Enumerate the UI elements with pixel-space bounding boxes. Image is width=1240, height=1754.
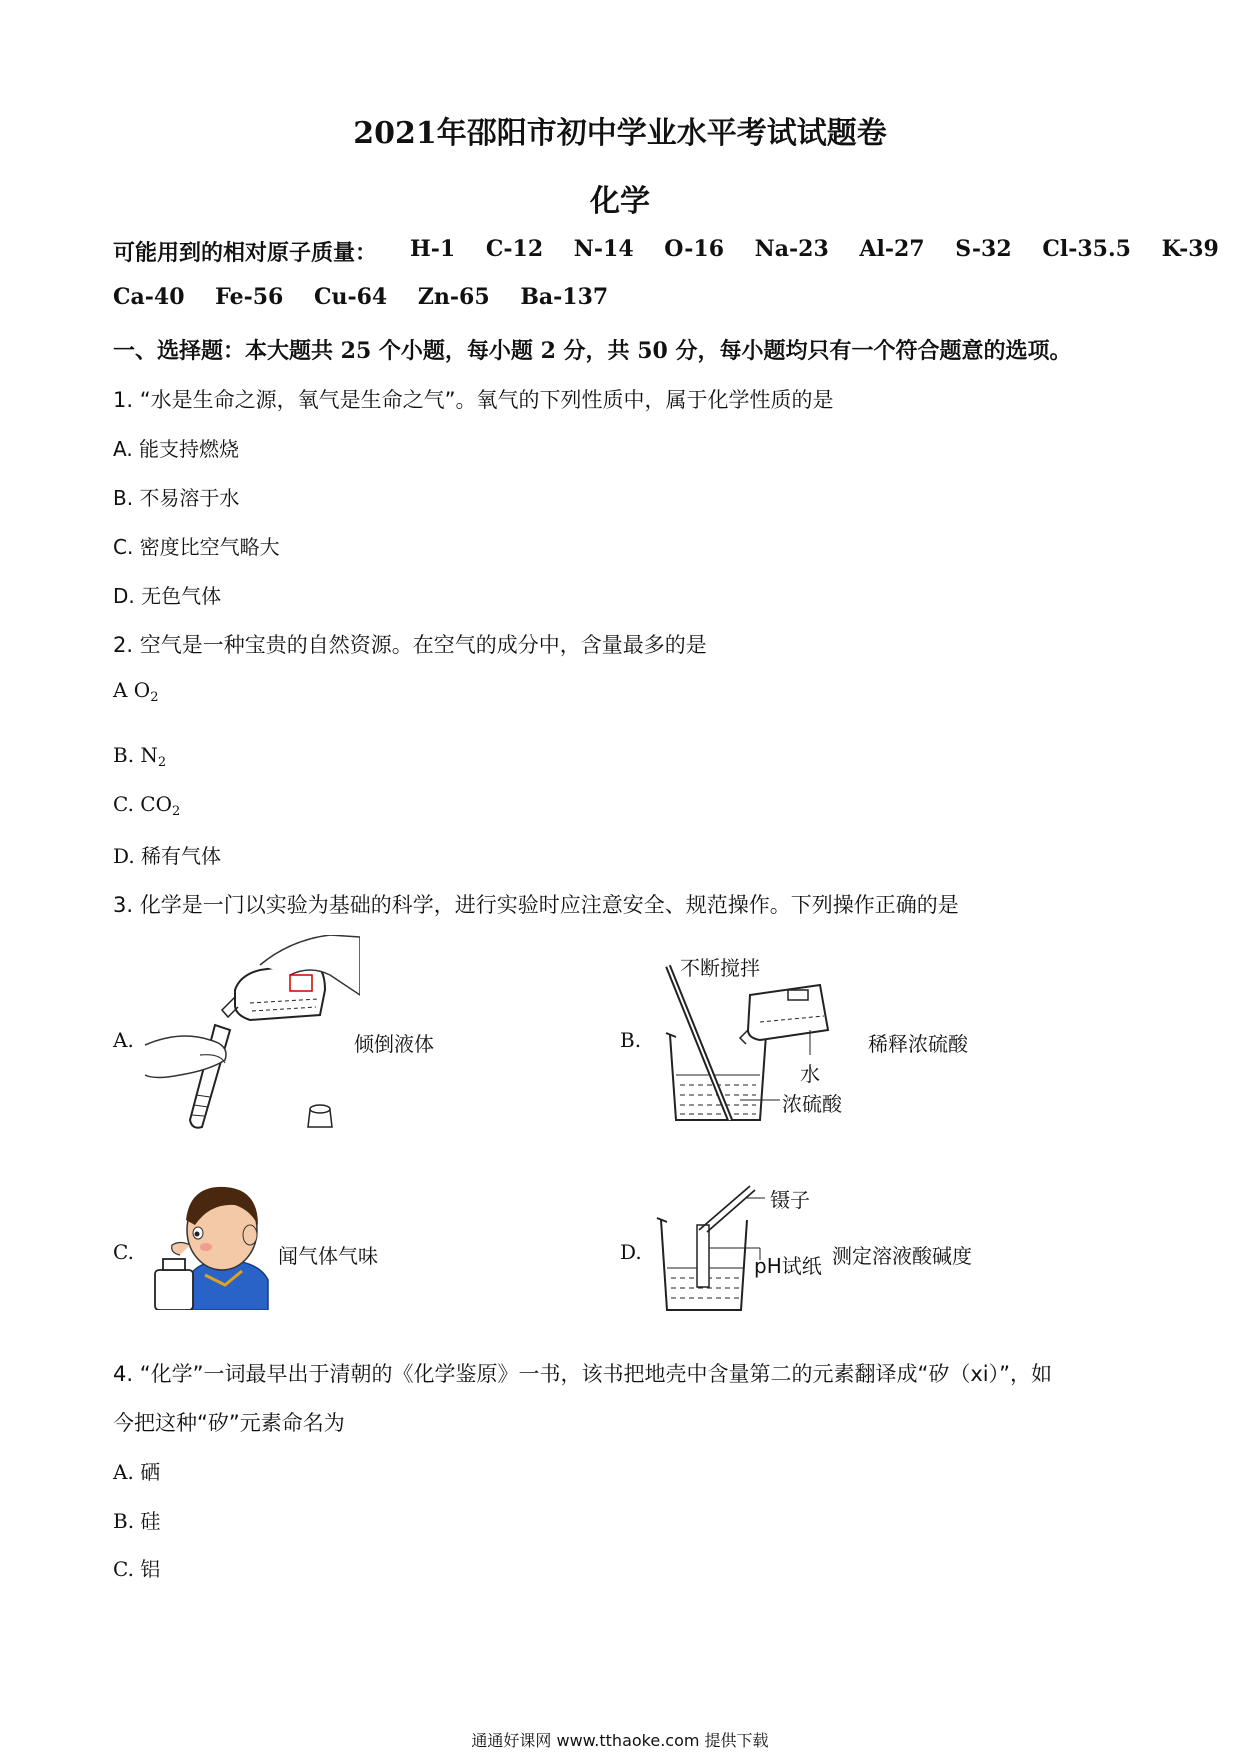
q3-c-letter: C. bbox=[113, 1240, 134, 1264]
q3-b-letter: B. bbox=[620, 1028, 642, 1052]
q3-b-acid-label: 浓硫酸 bbox=[782, 1092, 842, 1116]
atomic-mass: S-32 bbox=[955, 236, 1012, 262]
q1-option-c: C. 密度比空气略大 bbox=[113, 535, 280, 559]
question-4-stem-line1: 4. “化学”一词最早出于清朝的《化学鉴原》一书，该书把地壳中含量第二的元素翻译成“矽（xi）”，如 bbox=[113, 1362, 1052, 1386]
question-3-stem: 3. 化学是一门以实验为基础的科学，进行实验时应注意安全、规范操作。下列操作正确的是 bbox=[113, 893, 959, 917]
q3-b-stir-label: 不断搅拌 bbox=[680, 956, 760, 980]
q3-d-letter: D. bbox=[620, 1240, 642, 1264]
atomic-mass: N-14 bbox=[573, 236, 634, 262]
atomic-mass: H-1 bbox=[410, 236, 456, 262]
q2-option-d: D. 稀有气体 bbox=[113, 844, 222, 868]
atomic-mass: Ca-40 bbox=[113, 284, 185, 310]
q3-c-label: 闻气体气味 bbox=[278, 1244, 378, 1268]
q1-option-a: A. 能支持燃烧 bbox=[113, 437, 240, 461]
atomic-mass: O-16 bbox=[664, 236, 724, 262]
question-4-stem-line2: 今把这种“矽”元素命名为 bbox=[113, 1411, 345, 1435]
q3-d-label: 测定溶液酸碱度 bbox=[832, 1244, 972, 1268]
atomic-mass: Cu-64 bbox=[313, 284, 388, 310]
atomic-mass-line2 bbox=[113, 284, 608, 310]
q3-a-label: 倾倒液体 bbox=[354, 1032, 434, 1056]
atomic-mass: Al-27 bbox=[859, 236, 925, 262]
atomic-mass: Zn-65 bbox=[417, 284, 490, 310]
q4-option-c: C. 铝 bbox=[113, 1557, 161, 1581]
page-title: 2021年邵阳市初中学业水平考试试题卷 bbox=[353, 116, 887, 151]
section-heading: 一、选择题：本大题共 25 个小题，每小题 2 分，共 50 分，每小题均只有一个符合题意的选项。 bbox=[113, 338, 1072, 364]
atomic-mass-line1 bbox=[410, 236, 1219, 262]
atomic-mass: Fe-56 bbox=[215, 284, 284, 310]
q4-option-a: A. 硒 bbox=[113, 1460, 161, 1484]
q3-b-water-label: 水 bbox=[800, 1062, 820, 1086]
q3-b-label: 稀释浓硫酸 bbox=[868, 1032, 968, 1056]
q3-a-letter: A. bbox=[113, 1028, 134, 1052]
page-footer: 通通好课网 www.tthaoke.com 提供下载 bbox=[471, 1731, 769, 1750]
q2-option-c: C. $CO_2$ bbox=[113, 792, 181, 819]
q3-d-tweezers-label: 镊子 bbox=[770, 1188, 810, 1212]
dilute-acid-figure bbox=[660, 960, 880, 1130]
q2-option-a: A $O_2$ bbox=[113, 678, 159, 705]
q4-option-b: B. 硅 bbox=[113, 1509, 161, 1533]
atomic-mass: Ba-137 bbox=[520, 284, 609, 310]
q1-option-d: D. 无色气体 bbox=[113, 584, 222, 608]
pouring-liquid-figure bbox=[140, 935, 360, 1135]
atomic-mass: K-39 bbox=[1161, 236, 1219, 262]
atomic-mass: Cl-35.5 bbox=[1042, 236, 1131, 262]
smelling-gas-figure bbox=[150, 1175, 270, 1310]
atomic-mass-label: 可能用到的相对原子质量： bbox=[113, 240, 378, 266]
subject-title: 化学 bbox=[590, 184, 650, 219]
question-1-stem: 1. “水是生命之源，氧气是生命之气”。氧气的下列性质中，属于化学性质的是 bbox=[113, 388, 834, 412]
atomic-mass: C-12 bbox=[485, 236, 544, 262]
q3-d-paper-label: pH试纸 bbox=[754, 1254, 822, 1278]
q1-option-b: B. 不易溶于水 bbox=[113, 486, 240, 510]
q2-option-b: B. $N_2$ bbox=[113, 743, 167, 770]
atomic-mass: Na-23 bbox=[754, 236, 829, 262]
question-2-stem: 2. 空气是一种宝贵的自然资源。在空气的成分中，含量最多的是 bbox=[113, 633, 707, 657]
